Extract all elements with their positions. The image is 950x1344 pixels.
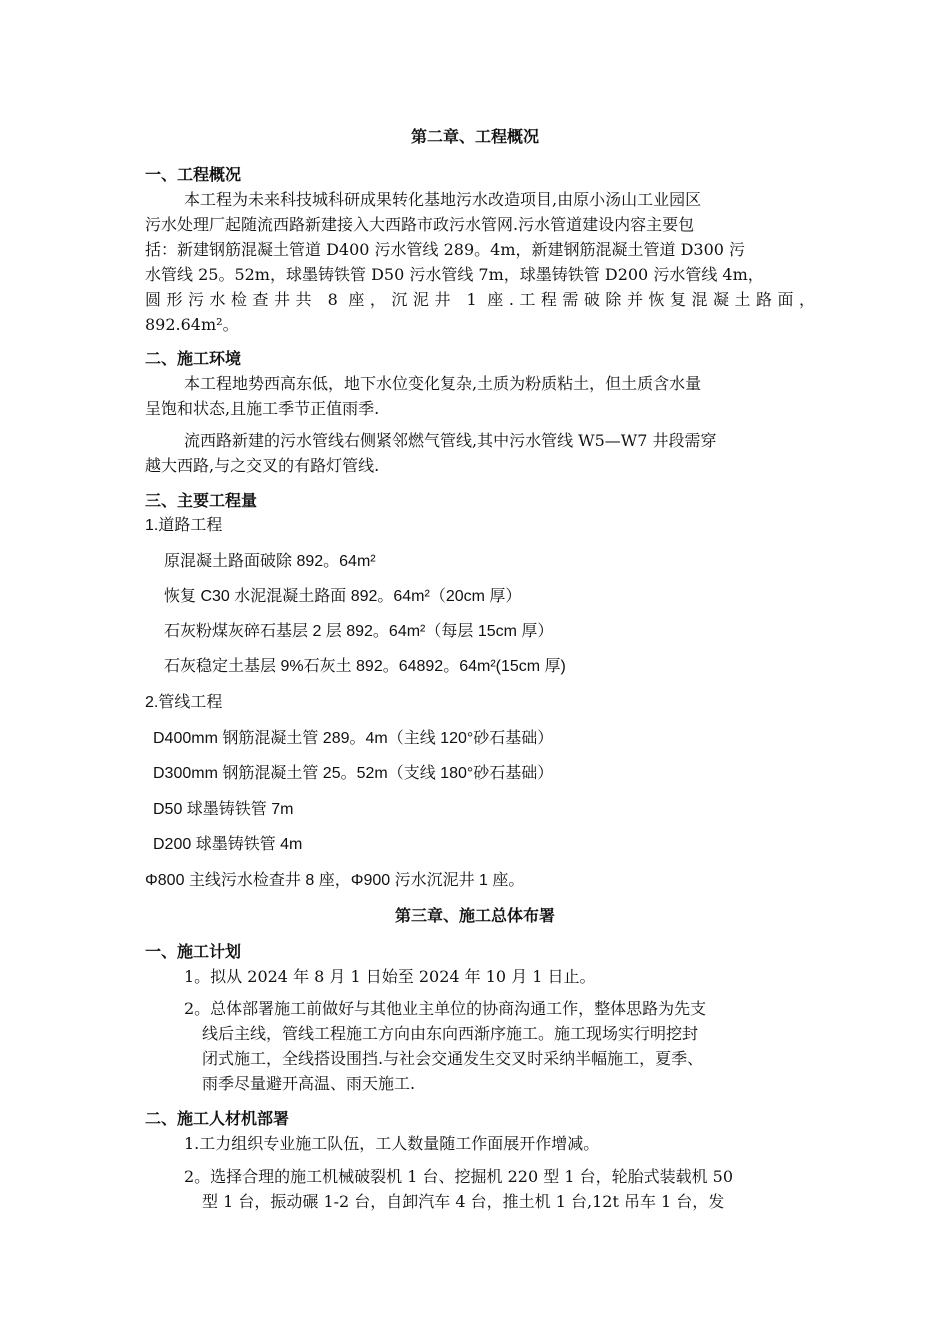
environment-line: 呈饱和状态,且施工季节正值雨季.	[145, 399, 380, 418]
road-item: 石灰稳定土基层 9%石灰土 892。64892。64m²(15cm 厚)	[164, 658, 566, 675]
plan-item: 雨季尽量避开高温、雨天施工.	[202, 1074, 416, 1093]
section-heading-quantities: 三、主要工程量	[145, 491, 258, 510]
overview-line: 本工程为未来科技城科研成果转化基地污水改造项目,由原小汤山工业园区	[184, 190, 702, 209]
pipe-item: D50 球墨铸铁管 7m	[153, 801, 294, 818]
environment-line: 流西路新建的污水管线右侧紧邻燃气管线,其中污水管线 W5—W7 井段需穿	[184, 431, 717, 450]
pipe-item: D200 球墨铸铁管 4m	[153, 836, 303, 853]
wells-line: Φ800 主线污水检查井 8 座，Φ900 污水沉泥井 1 座。	[145, 872, 525, 889]
chapter-3-title: 第三章、施工总体布署	[394, 906, 555, 925]
road-item: 石灰粉煤灰碎石基层 2 层 892。64m²（每层 15cm 厚）	[164, 623, 554, 640]
plan-item: 2。总体部署施工前做好与其他业主单位的协商沟通工作，整体思路为先支	[184, 999, 707, 1018]
overview-line: 圆形污水检查井共 8 座，沉泥井 1 座.工程需破除并恢复混凝土路面，	[145, 290, 815, 309]
road-item: 恢复 C30 水泥混凝土路面 892。64m²（20cm 厚）	[164, 588, 522, 605]
overview-line: 括：新建钢筋混凝土管道 D400 污水管线 289。4m，新建钢筋混凝土管道 D300 污	[145, 240, 746, 259]
overview-line: 污水处理厂起随流西路新建接入大西路市政污水管网.污水管道建设内容主要包	[145, 215, 695, 234]
environment-line: 本工程地势西高东低，地下水位变化复杂,土质为粉质粘土，但土质含水量	[184, 374, 702, 393]
plan-item: 闭式施工，全线搭设围挡.与社会交通发生交叉时采纳半幅施工，夏季、	[202, 1049, 704, 1068]
environment-line: 越大西路,与之交叉的有路灯管线.	[145, 456, 380, 475]
overview-line: 水管线 25。52m，球墨铸铁管 D50 污水管线 7m，球墨铸铁管 D200 污水管线 4m，	[145, 265, 764, 284]
section-heading-resources: 二、施工人材机部署	[145, 1109, 290, 1128]
section-heading-overview: 一、工程概况	[145, 165, 242, 184]
road-item: 原混凝土路面破除 892。64m²	[164, 553, 376, 570]
pipe-works-title: 2.管线工程	[145, 694, 223, 711]
plan-item: 1。拟从 2024 年 8 月 1 日始至 2024 年 10 月 1 日止。	[184, 967, 596, 986]
chapter-2-title: 第二章、工程概况	[410, 127, 539, 146]
plan-item: 线后主线，管线工程施工方向由东向西渐序施工。施工现场实行明挖封	[202, 1024, 699, 1043]
pipe-item: D400mm 钢筋混凝土管 289。4m（主线 120°砂石基础）	[153, 730, 554, 747]
overview-line: 892.64m²。	[145, 315, 239, 334]
resources-item: 2。选择合理的施工机械破裂机 1 台、挖掘机 220 型 1 台，轮胎式装载机 50	[184, 1167, 734, 1186]
pipe-item: D300mm 钢筋混凝土管 25。52m（支线 180°砂石基础）	[153, 765, 554, 782]
road-works-title: 1.道路工程	[145, 517, 223, 534]
resources-item: 型 1 台，振动碾 1-2 台，自卸汽车 4 台，推土机 1 台,12t 吊车 1 台，发	[202, 1192, 725, 1211]
section-heading-plan: 一、施工计划	[145, 942, 242, 961]
section-heading-environment: 二、施工环境	[145, 349, 242, 368]
resources-item: 1.工力组织专业施工队伍，工人数量随工作面展开作增减。	[184, 1134, 600, 1153]
